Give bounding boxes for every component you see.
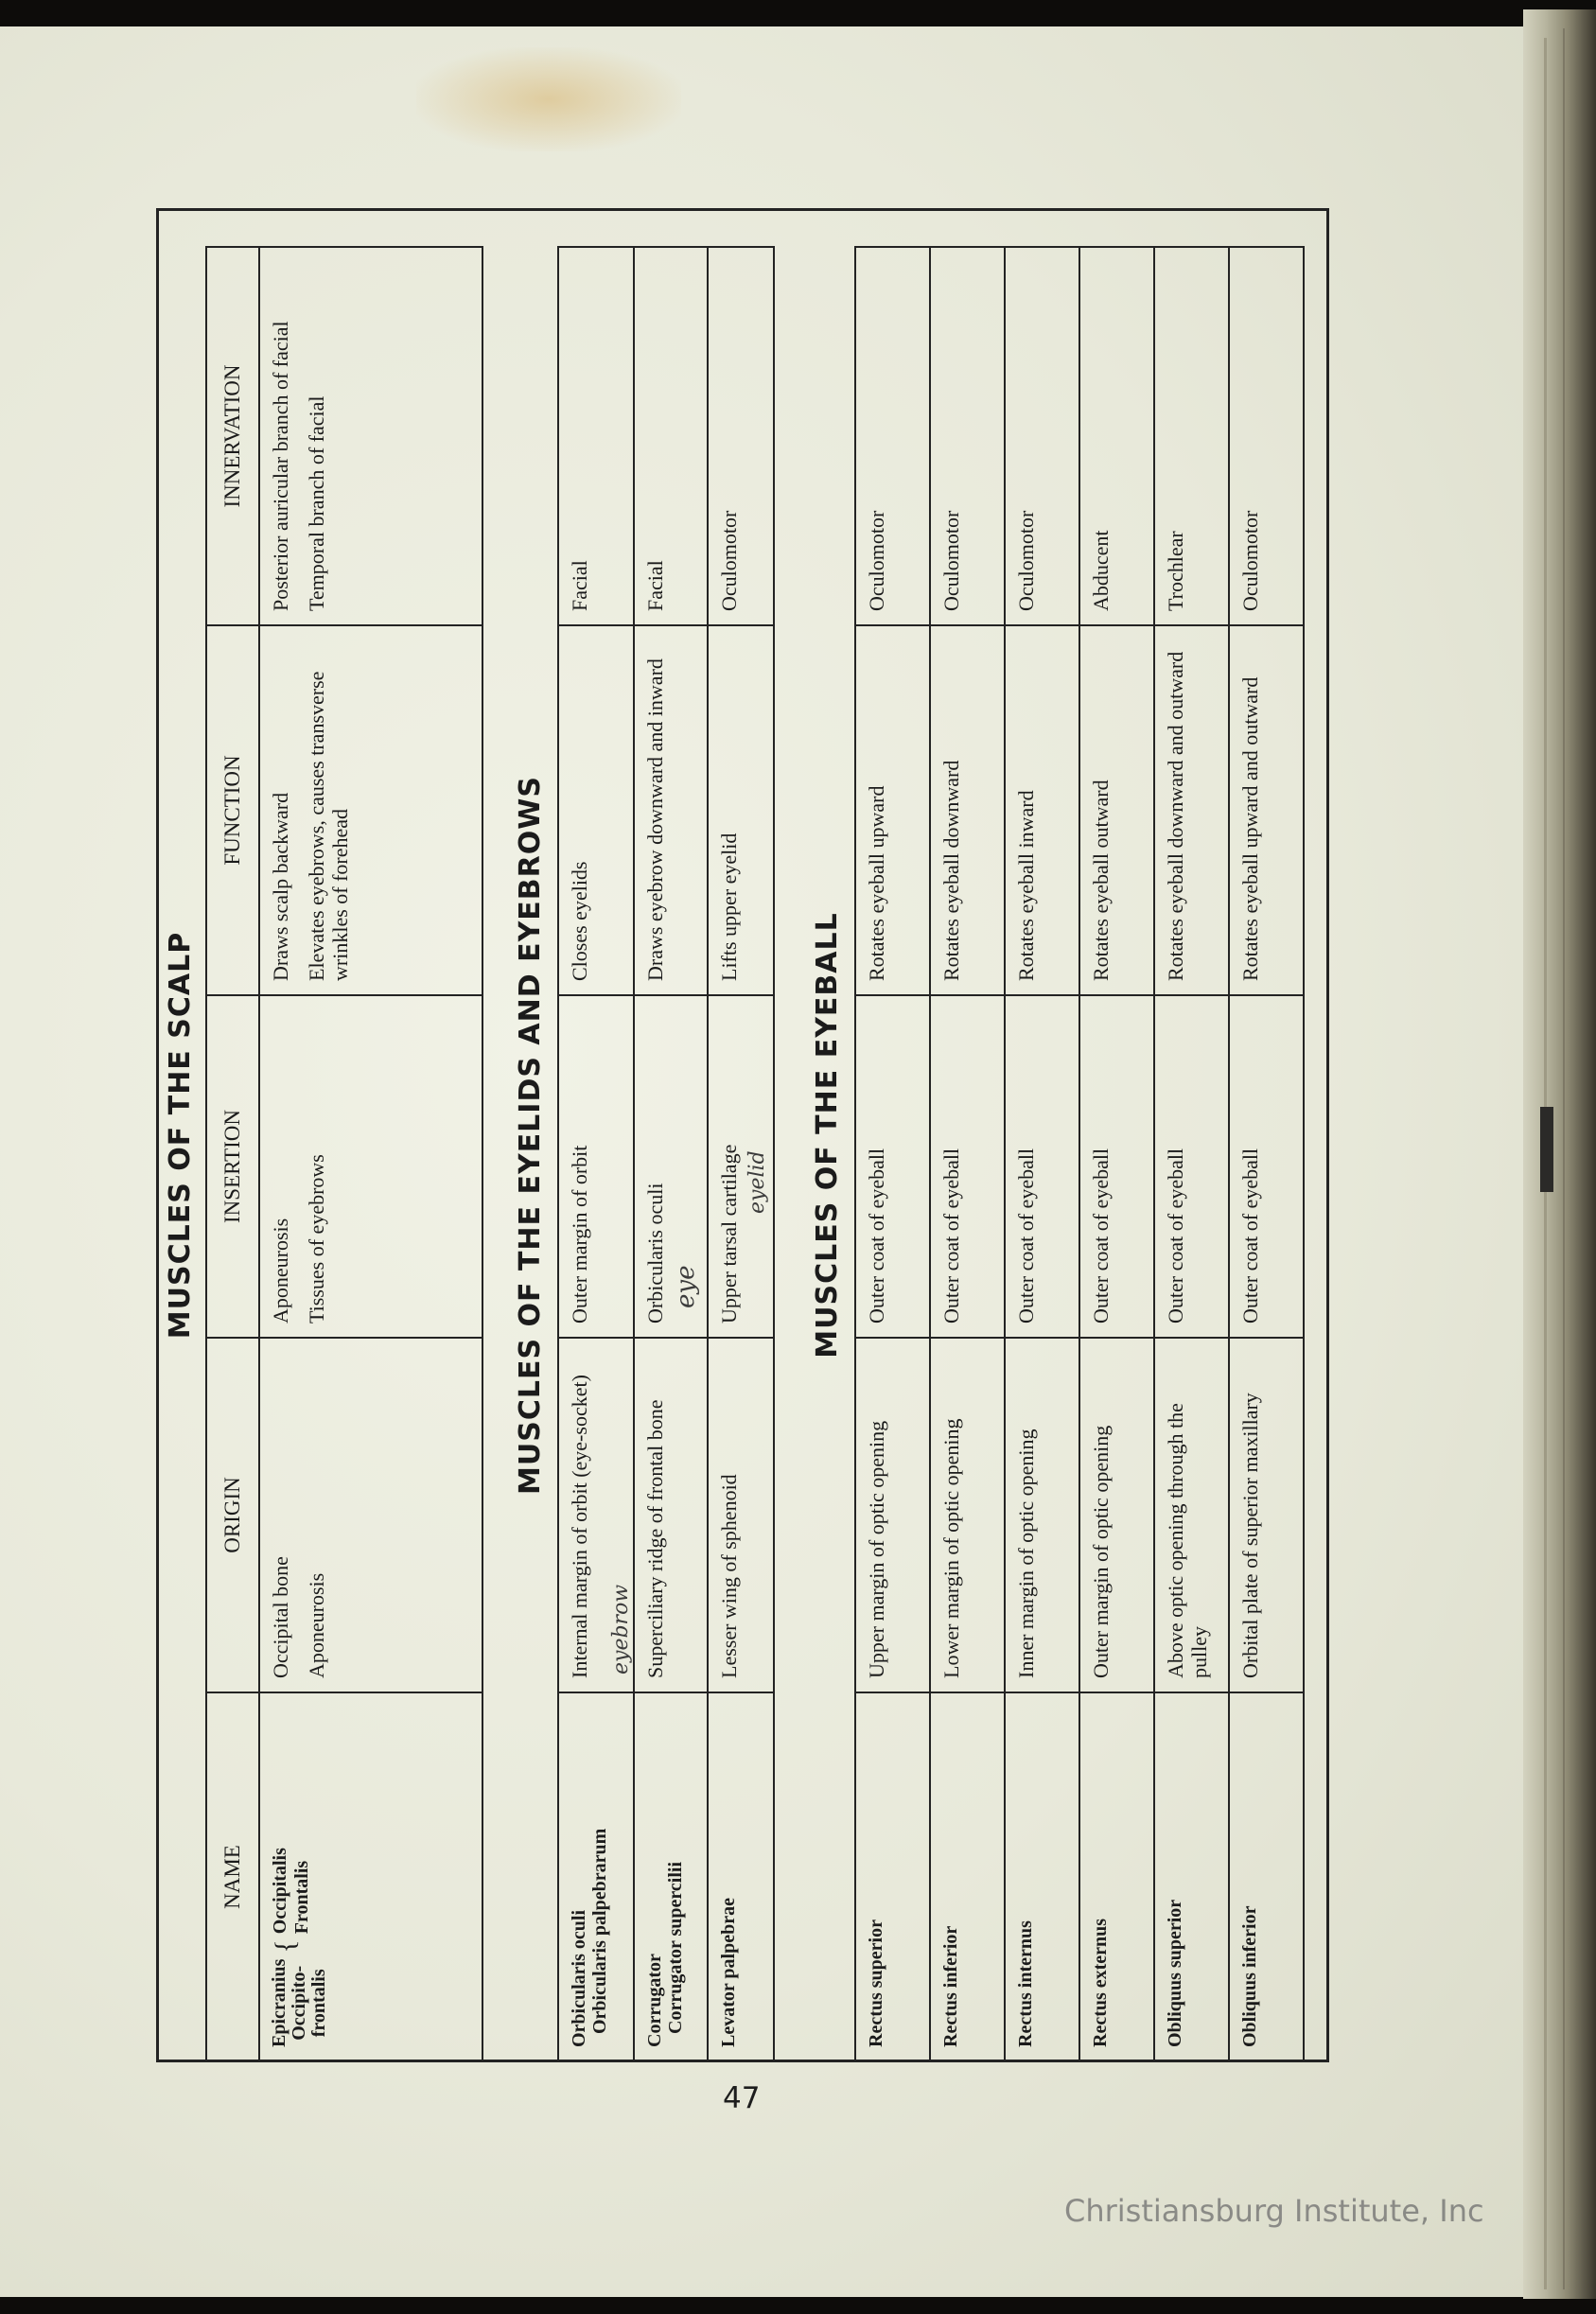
insertion-cell: Outer coat of eyeball bbox=[1229, 995, 1304, 1338]
col-header-innervation: INNERVATION bbox=[206, 247, 259, 625]
muscle-name-alt: Corrugator supercilii bbox=[665, 1861, 687, 2034]
function-cell: Rotates eyeball upward and outward bbox=[1229, 625, 1304, 995]
table-row bbox=[1079, 247, 1154, 2061]
eyeball-section-title: MUSCLES OF THE EYEBALL bbox=[811, 912, 844, 1359]
muscle-name-cell: Rectus internus bbox=[1005, 1692, 1079, 2061]
insertion-cell: Outer coat of eyeball bbox=[855, 995, 930, 1338]
function-cell: Rotates eyeball inward bbox=[1005, 625, 1079, 995]
table-row bbox=[1005, 247, 1079, 2061]
function-text: Draws scalp backward bbox=[268, 792, 292, 981]
innervation-cell: Facial bbox=[558, 247, 634, 625]
innervation-cell: Oculomotor bbox=[855, 247, 930, 625]
origin-cell: Inner margin of optic opening bbox=[1005, 1338, 1079, 1692]
page-tab-marker bbox=[1540, 1107, 1553, 1192]
origin-text: Occipital bone bbox=[268, 1556, 292, 1678]
muscle-name-cell bbox=[708, 1692, 774, 2061]
scalp-section-title: MUSCLES OF THE SCALP bbox=[164, 931, 197, 1340]
page-edge-line bbox=[1563, 28, 1565, 2289]
handwritten-note: eyebrow bbox=[609, 1584, 633, 1674]
function-text: Elevates eyebrows, causes transverse wrinkles of forehead bbox=[305, 671, 352, 981]
innervation-cell: Oculomotor bbox=[930, 247, 1005, 625]
muscle-name-cell: Obliquus inferior bbox=[1229, 1692, 1304, 2061]
handwritten-note: eye bbox=[672, 1265, 700, 1308]
muscle-name: Orbicularis oculi bbox=[569, 1910, 589, 2047]
insertion-cell: Outer coat of eyeball bbox=[930, 995, 1005, 1338]
muscle-name: Epicranius bbox=[268, 1958, 289, 2047]
insertion-cell: Outer coat of eyeball bbox=[1079, 995, 1154, 1338]
table-row bbox=[558, 247, 634, 2061]
origin-cell: Lower margin of optic opening bbox=[930, 1338, 1005, 1692]
origin-cell: Lesser wing of sphenoid bbox=[708, 1338, 774, 1692]
col-header-origin: ORIGIN bbox=[206, 1338, 259, 1692]
function-cell: Rotates eyeball downward bbox=[930, 625, 1005, 995]
function-cell bbox=[259, 625, 482, 995]
watermark: Christiansburg Institute, Inc bbox=[1064, 2193, 1484, 2229]
insertion-text: Upper tarsal cartilage bbox=[717, 1144, 741, 1324]
function-cell: Draws eyebrow downward and inward bbox=[634, 625, 708, 995]
innervation-cell: Oculomotor bbox=[1229, 247, 1304, 625]
table-row bbox=[1229, 247, 1304, 2061]
muscle-name: Corrugator bbox=[644, 1954, 665, 2047]
insertion-text: Orbicularis oculi bbox=[643, 1183, 667, 1324]
page-stain bbox=[416, 47, 681, 151]
innervation-cell: Abducent bbox=[1079, 247, 1154, 625]
handwritten-note: eyelid bbox=[745, 1150, 769, 1214]
muscle-name-sub: Occipito- bbox=[288, 1965, 309, 2041]
innervation-text: Posterior auricular branch of facial bbox=[268, 321, 292, 611]
header-row bbox=[206, 247, 259, 2061]
muscle-tables bbox=[156, 208, 1329, 2062]
origin-text: Superciliary ridge of frontal bone bbox=[643, 1399, 667, 1678]
table-row bbox=[259, 247, 482, 2061]
origin-cell: Orbital plate of superior maxillary bbox=[1229, 1338, 1304, 1692]
origin-cell: Upper margin of optic opening bbox=[855, 1338, 930, 1692]
muscle-name-cell: Rectus inferior bbox=[930, 1692, 1005, 2061]
innervation-cell: Facial bbox=[634, 247, 708, 625]
insertion-text: Tissues of eyebrows bbox=[305, 1154, 329, 1324]
col-header-insertion: INSERTION bbox=[206, 995, 259, 1338]
insertion-text: Aponeurosis bbox=[268, 1218, 292, 1324]
origin-text: Aponeurosis bbox=[305, 1572, 329, 1678]
origin-cell: Internal margin of orbit (eye-socket) bbox=[558, 1338, 634, 1692]
page-stack-edge bbox=[1523, 9, 1596, 2299]
eyelids-table bbox=[557, 246, 775, 2062]
table-row bbox=[1154, 247, 1229, 2061]
innervation-cell: Trochlear bbox=[1154, 247, 1229, 625]
insertion-cell: Outer margin of orbit bbox=[558, 995, 634, 1338]
table-row bbox=[708, 247, 774, 2061]
function-cell: Lifts upper eyelid bbox=[708, 625, 774, 995]
innervation-cell: Oculomotor bbox=[1005, 247, 1079, 625]
brace-icon: { bbox=[269, 1939, 301, 1954]
innervation-cell: Oculomotor bbox=[708, 247, 774, 625]
table-row bbox=[855, 247, 930, 2061]
function-cell: Rotates eyeball downward and outward bbox=[1154, 625, 1229, 995]
muscle-name-cell: Obliquus superior bbox=[1154, 1692, 1229, 2061]
muscle-name-alt: Orbicularis palpebrarum bbox=[589, 1828, 611, 2034]
eyelids-section-title: MUSCLES OF THE EYELIDS AND EYEBROWS bbox=[514, 776, 547, 1495]
muscle-name-cell bbox=[634, 1692, 708, 2061]
insertion-cell bbox=[634, 995, 708, 1338]
table-row bbox=[634, 247, 708, 2061]
origin-cell bbox=[259, 1338, 482, 1692]
insertion-cell bbox=[259, 995, 482, 1338]
muscle-name-cell bbox=[558, 1692, 634, 2061]
muscle-name: Levator palpebrae bbox=[718, 1898, 739, 2047]
insertion-cell bbox=[708, 995, 774, 1338]
insertion-cell: Outer coat of eyeball bbox=[1154, 995, 1229, 1338]
table-row bbox=[930, 247, 1005, 2061]
page-number: 47 bbox=[723, 2081, 761, 2115]
muscle-name-cell: Rectus externus bbox=[1079, 1692, 1154, 2061]
muscle-name-sub: frontalis bbox=[307, 1969, 329, 2038]
innervation-text: Temporal branch of facial bbox=[305, 395, 329, 611]
col-header-function: FUNCTION bbox=[206, 625, 259, 995]
innervation-cell bbox=[259, 247, 482, 625]
function-cell: Closes eyelids bbox=[558, 625, 634, 995]
origin-cell bbox=[609, 1338, 708, 1692]
muscle-name-cell bbox=[259, 1692, 482, 2061]
eyeball-table bbox=[854, 246, 1305, 2062]
function-cell: Rotates eyeball outward bbox=[1079, 625, 1154, 995]
insertion-cell: Outer coat of eyeball bbox=[1005, 995, 1079, 1338]
origin-cell: Outer margin of optic opening bbox=[1079, 1338, 1154, 1692]
function-cell: Rotates eyeball upward bbox=[855, 625, 930, 995]
muscle-part: Occipitalis bbox=[269, 1848, 290, 1935]
muscle-part: Frontalis bbox=[290, 1860, 312, 1935]
col-header-name: NAME bbox=[206, 1692, 259, 2061]
scalp-table bbox=[205, 246, 483, 2062]
origin-cell: Above optic opening through the pulley bbox=[1154, 1338, 1229, 1692]
muscle-name-cell: Rectus superior bbox=[855, 1692, 930, 2061]
